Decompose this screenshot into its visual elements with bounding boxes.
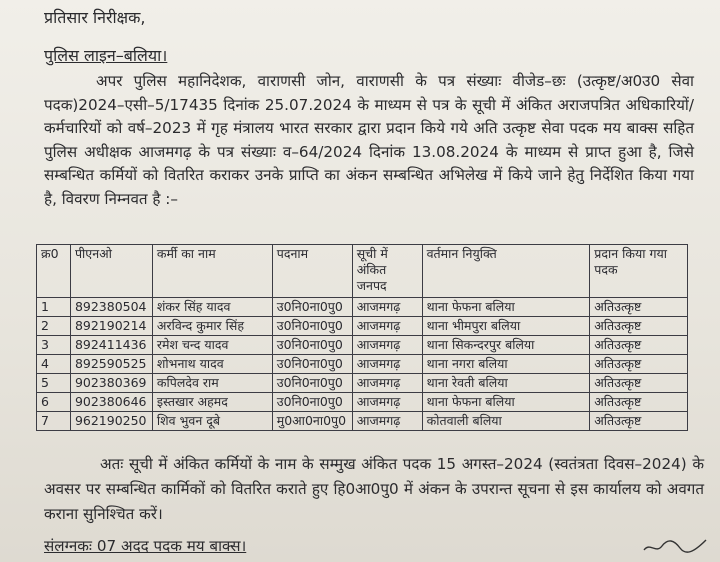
cell-posting: थाना सिकन्दरपुर बलिया — [422, 336, 590, 355]
cell-posting: कोतवाली बलिया — [422, 412, 590, 431]
cell-district: आजमगढ़ — [352, 374, 422, 393]
cell-serial: 3 — [37, 336, 71, 355]
cell-district: आजमगढ़ — [352, 412, 422, 431]
cell-serial: 2 — [37, 317, 71, 336]
cell-designation: उ0नि0ना0पु0 — [272, 336, 352, 355]
cell-name: शोभनाथ यादव — [152, 355, 272, 374]
cell-pno: 892380504 — [70, 298, 152, 317]
cell-posting: थाना फेफना बलिया — [422, 393, 590, 412]
addressee-line1: प्रतिसार निरीक्षक, — [44, 8, 146, 27]
cell-designation: उ0नि0ना0पु0 — [272, 355, 352, 374]
enclosure-note: संलग्नकः 07 अदद पदक मय बाक्स। — [44, 537, 247, 555]
cell-medal: अतिउत्कृष्ट — [590, 298, 688, 317]
cell-pno: 962190250 — [70, 412, 152, 431]
table-header-row — [37, 245, 688, 298]
closing-paragraph: अतः सूची में अंकित कर्मियों के नाम के सम्मुख अंकित पदक 15 अगस्त–2024 (स्वतंत्रता दिवस–2024) के अवसर पर सम्बन्धित कार्मिकों को वितरित कराते हुए हि0आ0पु0 में अंकन के उपरान्त सूचना से इस कार्यालय को अवगत कराना सुनिश्चित करें। — [44, 455, 704, 523]
cell-designation: उ0नि0ना0पु0 — [272, 393, 352, 412]
table-row — [37, 298, 688, 317]
cell-medal: अतिउत्कृष्ट — [590, 412, 688, 431]
cell-posting: थाना भीमपुरा बलिया — [422, 317, 590, 336]
cell-designation: उ0नि0ना0पु0 — [272, 374, 352, 393]
cell-medal: अतिउत्कृष्ट — [590, 317, 688, 336]
cell-pno: 892190214 — [70, 317, 152, 336]
cell-medal: अतिउत्कृष्ट — [590, 336, 688, 355]
table-row — [37, 393, 688, 412]
cell-name: कपिलदेव राम — [152, 374, 272, 393]
header-designation: पदनाम — [272, 245, 352, 298]
cell-medal: अतिउत्कृष्ट — [590, 355, 688, 374]
table-row — [37, 317, 688, 336]
header-posting: वर्तमान नियुक्ति — [422, 245, 590, 298]
addressee-line2: पुलिस लाइन–बलिया। — [44, 46, 168, 65]
cell-pno: 892411436 — [70, 336, 152, 355]
cell-posting: थाना फेफना बलिया — [422, 298, 590, 317]
header-medal: प्रदान किया गया पदक — [590, 245, 688, 298]
cell-name: शंकर सिंह यादव — [152, 298, 272, 317]
cell-designation: उ0नि0ना0पु0 — [272, 317, 352, 336]
cell-pno: 902380369 — [70, 374, 152, 393]
table-row — [37, 336, 688, 355]
cell-name: शिव भुवन दूबे — [152, 412, 272, 431]
cell-serial: 6 — [37, 393, 71, 412]
personnel-table — [36, 244, 688, 431]
cell-posting: थाना रेवती बलिया — [422, 374, 590, 393]
cell-district: आजमगढ़ — [352, 355, 422, 374]
cell-name: अरविन्द कुमार सिंह — [152, 317, 272, 336]
cell-pno: 902380646 — [70, 393, 152, 412]
cell-serial: 1 — [37, 298, 71, 317]
table-row — [37, 355, 688, 374]
table-row — [37, 374, 688, 393]
header-pno: पीएनओ — [70, 245, 152, 298]
cell-name: इस्तखार अहमद — [152, 393, 272, 412]
cell-district: आजमगढ़ — [352, 336, 422, 355]
cell-serial: 7 — [37, 412, 71, 431]
cell-district: आजमगढ़ — [352, 393, 422, 412]
cell-pno: 892590525 — [70, 355, 152, 374]
cell-designation: मु0आ0ना0पु0 — [272, 412, 352, 431]
cell-posting: थाना नगरा बलिया — [422, 355, 590, 374]
header-district: सूची में अंकित जनपद — [352, 245, 422, 298]
cell-medal: अतिउत्कृष्ट — [590, 374, 688, 393]
cell-designation: उ0नि0ना0पु0 — [272, 298, 352, 317]
cell-medal: अतिउत्कृष्ट — [590, 393, 688, 412]
cell-serial: 5 — [37, 374, 71, 393]
signature-scribble — [640, 534, 710, 556]
header-name: कर्मी का नाम — [152, 245, 272, 298]
cell-district: आजमगढ़ — [352, 298, 422, 317]
cell-name: रमेश चन्द यादव — [152, 336, 272, 355]
body-paragraph: अपर पुलिस महानिदेशक, वाराणसी जोन, वाराणसी के पत्र संख्याः वीजेड–छः (उत्कृष्ट/अ0उ0 सेवा पदक)2024–एसी–5/17435 दिनांक 25.07.2024 के माध्यम से पत्र के सूची में अंकित अराजपत्रित अधिकारियों/कर्मचारियों को वर्ष–2023 में गृह मंत्रालय भारत सरकार द्वारा प्रदान किये गये अति उत्कृष्ट सेवा पदक मय बाक्स सहित पुलिस अधीक्षक आजमगढ़ के पत्र संख्याः व–64/2024 दिनांक 13.08.2024 के माध्यम से प्राप्त हुआ है, जिसे सम्बन्धित कर्मियों को वितरित कराकर उनके प्राप्ति का अंकन सम्बन्धित अभिलेख में किये जाने हेतु निर्देशित किया गया है, विवरण निम्नवत है :– — [44, 72, 694, 208]
cell-district: आजमगढ़ — [352, 317, 422, 336]
cell-serial: 4 — [37, 355, 71, 374]
header-serial: क्र0 — [37, 245, 71, 298]
table-row — [37, 412, 688, 431]
